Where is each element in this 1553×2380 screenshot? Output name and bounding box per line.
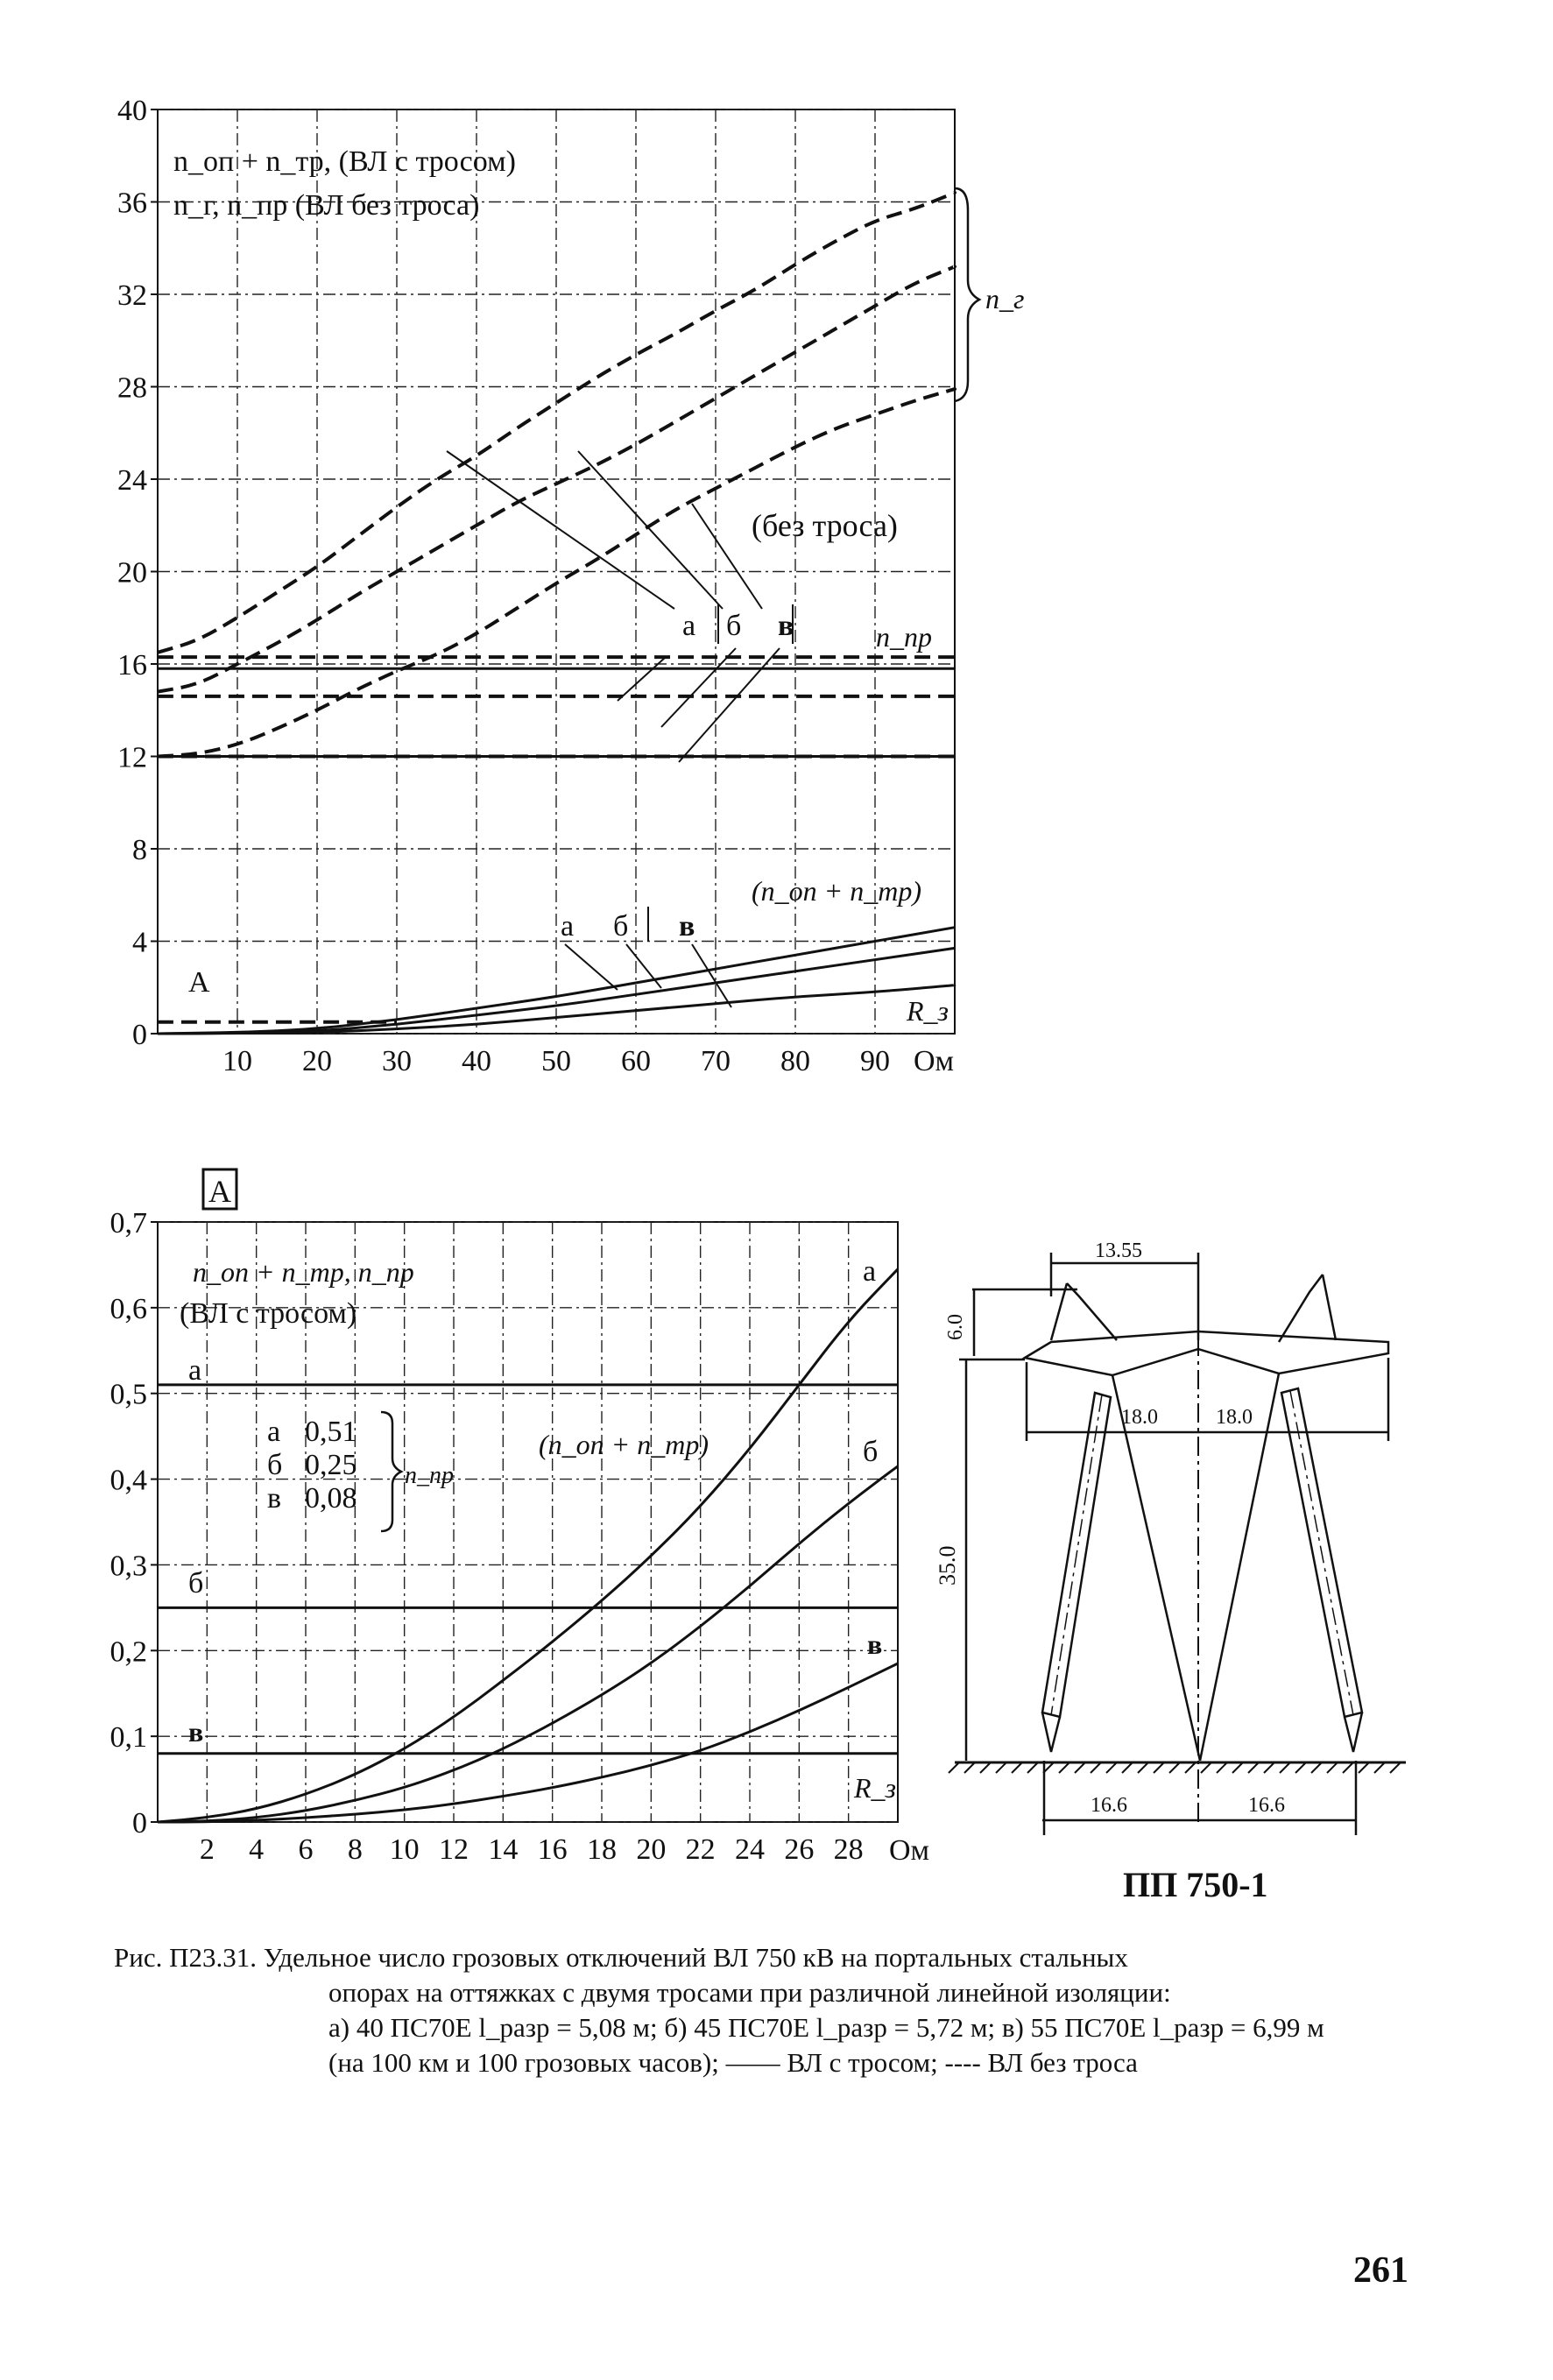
tower-leg-left-axis <box>1051 1395 1102 1715</box>
x-tick-label: 80 <box>780 1045 810 1077</box>
x-tick-label: 16 <box>537 1833 568 1866</box>
x-tick-label: 90 <box>860 1045 890 1077</box>
x-tick-label: 20 <box>302 1045 332 1077</box>
top-label-a-upper: а <box>682 610 696 642</box>
top-leader-npr-b <box>661 648 736 727</box>
ground-hatch-stroke <box>1154 1762 1164 1773</box>
ground-hatch-stroke <box>980 1762 991 1773</box>
tower-leg-right-base <box>1345 1713 1362 1752</box>
x-tick-label: 60 <box>621 1045 651 1077</box>
ground-hatch-stroke <box>1264 1762 1274 1773</box>
x-tick-label: 50 <box>541 1045 571 1077</box>
ground-hatch-stroke <box>1280 1762 1290 1773</box>
bottom-chart-y-ticks <box>110 1207 148 1840</box>
npr-row-a-value: 0,51 <box>305 1416 357 1448</box>
x-tick-label: 10 <box>389 1833 420 1866</box>
ground-hatch-stroke <box>949 1762 959 1773</box>
top-x-unit: Ом <box>914 1045 955 1077</box>
npr-brace <box>381 1412 401 1531</box>
top-chart-x-ticks <box>222 1045 890 1077</box>
ground-hatch-stroke <box>1185 1762 1196 1773</box>
x-tick-label: 70 <box>701 1045 731 1077</box>
bottom-panel-marker: A <box>208 1174 231 1209</box>
npr-brace-label: n_пр <box>405 1462 454 1489</box>
y-tick-label: 32 <box>117 279 147 312</box>
ground-hatch-stroke <box>1390 1762 1401 1773</box>
tower-peak-left <box>1051 1283 1117 1340</box>
x-tick-label: 18 <box>587 1833 617 1866</box>
bottom-label-a-left: а <box>188 1354 202 1387</box>
bottom-label-b-left: б <box>188 1567 204 1600</box>
tower-peak-right <box>1279 1275 1336 1342</box>
bottom-x-unit: Ом <box>889 1834 930 1867</box>
ground-hatch-stroke <box>1138 1762 1148 1773</box>
bottom-R-label: R_з <box>854 1772 897 1804</box>
tower-leg-left-base <box>1042 1713 1060 1752</box>
top-no-wire-label: (без троса) <box>752 508 898 543</box>
ground-hatch-stroke <box>1217 1762 1227 1773</box>
top-label-b-lower: б <box>613 910 629 943</box>
y-tick-label: 36 <box>117 187 147 220</box>
top-sum-label: (n_оп + n_тр) <box>752 875 922 907</box>
npr-row-b-value: 0,25 <box>305 1449 357 1481</box>
tower-ground-hatch <box>949 1762 1401 1773</box>
top-leader-b <box>578 451 723 609</box>
ground-hatch-stroke <box>1232 1762 1243 1773</box>
top-label-v-lower: в <box>679 910 695 943</box>
top-inset-marker: A <box>188 966 210 999</box>
top-leader-sum-v <box>692 944 731 1007</box>
y-tick-label: 12 <box>117 741 147 774</box>
caption-line-1: Рис. П23.31. Удельное число грозовых отключений ВЛ 750 кВ на портальных стальных <box>114 1942 1128 1973</box>
x-tick-label: 8 <box>347 1833 363 1866</box>
bottom-label-v-right: в <box>867 1628 883 1660</box>
bottom-sum-label: (n_оп + n_тр) <box>539 1429 709 1460</box>
top-label-a-lower: а <box>561 910 575 943</box>
bottom-legend-line-1: n_оп + n_тр, n_пр <box>193 1256 414 1288</box>
bottom-label-b-right: б <box>863 1436 879 1468</box>
npr-row-v-value: 0,08 <box>305 1482 357 1515</box>
x-tick-label: 28 <box>833 1833 864 1866</box>
bottom-legend-line-2: (ВЛ с тросом) <box>180 1297 357 1330</box>
top-chart <box>117 95 1024 1077</box>
x-tick-label: 24 <box>735 1833 765 1866</box>
x-tick-label: 12 <box>439 1833 469 1866</box>
x-tick-label: 10 <box>222 1045 252 1077</box>
x-tick-label: 40 <box>462 1045 491 1077</box>
page-number: 261 <box>1353 2250 1408 2291</box>
tower-dimension-labels <box>935 1239 1285 1904</box>
y-tick-label: 0,6 <box>109 1292 147 1325</box>
caption-line-4: (на 100 км и 100 грозовых часов); —— ВЛ с тросом; ---- ВЛ без троса <box>328 2047 1138 2078</box>
ground-hatch-stroke <box>1106 1762 1117 1773</box>
x-tick-label: 26 <box>784 1833 815 1866</box>
tower-name: ПП 750-1 <box>1123 1865 1268 1904</box>
bottom-chart-x-ticks <box>200 1833 864 1866</box>
tower-dim-16-6-right: 16.6 <box>1248 1794 1285 1817</box>
npr-row-v-label: в <box>267 1482 282 1515</box>
y-tick-label: 0 <box>132 1807 147 1840</box>
ground-hatch-stroke <box>1311 1762 1322 1773</box>
series-line-б <box>158 1466 898 1822</box>
bottom-chart-series <box>158 1269 898 1822</box>
series-line-в <box>158 1663 898 1822</box>
y-tick-label: 16 <box>117 649 147 682</box>
top-label-v-upper: в <box>778 610 794 642</box>
y-tick-label: 0 <box>132 1019 147 1051</box>
x-tick-label: 4 <box>249 1833 265 1866</box>
tower-dim-16-6-left: 16.6 <box>1091 1794 1127 1817</box>
tower-dim-6-0: 6.0 <box>944 1314 967 1340</box>
tower-crossarm <box>1025 1331 1388 1375</box>
tower-dim-35-0: 35.0 <box>935 1545 960 1585</box>
y-tick-label: 0,4 <box>109 1464 147 1497</box>
tower-dim-13-55: 13.55 <box>1095 1239 1142 1262</box>
tower-dim-18-0-left: 18.0 <box>1121 1406 1158 1429</box>
figure-caption <box>114 1940 1410 2080</box>
bottom-chart <box>110 1169 930 1867</box>
ground-hatch-stroke <box>1327 1762 1338 1773</box>
bottom-label-a-right: а <box>863 1255 877 1288</box>
ground-hatch-stroke <box>1343 1762 1353 1773</box>
ground-hatch-stroke <box>1012 1762 1022 1773</box>
y-tick-label: 28 <box>117 371 147 405</box>
series-line-а <box>158 1269 898 1822</box>
npr-row-b-label: б <box>267 1449 283 1481</box>
top-leader-a <box>447 451 674 609</box>
ground-hatch-stroke <box>1075 1762 1085 1773</box>
x-tick-label: 22 <box>685 1833 716 1866</box>
caption-line-2: опорах на оттяжках с двумя тросами при различной линейной изоляции: <box>328 1977 1171 2008</box>
y-tick-label: 0,5 <box>109 1378 147 1411</box>
top-ng-brace <box>955 188 979 401</box>
x-tick-label: 2 <box>199 1833 215 1866</box>
y-tick-label: 0,2 <box>109 1635 147 1669</box>
top-chart-y-ticks <box>117 95 147 1051</box>
top-ng-label: n_г <box>985 283 1025 314</box>
y-tick-label: 4 <box>132 926 147 959</box>
top-npr-label: n_пр <box>876 621 932 653</box>
x-tick-label: 20 <box>636 1833 667 1866</box>
y-tick-label: 24 <box>117 464 147 497</box>
ground-hatch-stroke <box>1248 1762 1259 1773</box>
top-R-label: R_з <box>907 995 949 1027</box>
npr-row-a-label: а <box>267 1416 281 1448</box>
ground-hatch-stroke <box>1359 1762 1369 1773</box>
top-legend-line-1: n_оп + n_тр, (ВЛ с тросом) <box>173 145 516 178</box>
ground-hatch-stroke <box>1295 1762 1306 1773</box>
ground-hatch-stroke <box>1059 1762 1069 1773</box>
y-tick-label: 0,7 <box>109 1207 147 1239</box>
bottom-label-v-left: в <box>188 1716 204 1748</box>
top-leader-sum-a <box>565 944 618 990</box>
y-tick-label: 8 <box>132 834 147 866</box>
ground-hatch-stroke <box>996 1762 1006 1773</box>
tower-drawing <box>949 1253 1406 1835</box>
ground-hatch-stroke <box>1201 1762 1211 1773</box>
npr-table <box>267 1412 454 1531</box>
ground-hatch-stroke <box>964 1762 975 1773</box>
x-tick-label: 14 <box>488 1833 519 1866</box>
ground-hatch-stroke <box>1169 1762 1180 1773</box>
top-label-b-upper: б <box>726 610 742 642</box>
tower-dim-18-0-right: 18.0 <box>1216 1406 1253 1429</box>
y-tick-label: 40 <box>117 95 147 127</box>
top-leader-npr-v <box>679 648 780 762</box>
caption-line-3: а) 40 ПС70Е l_разр = 5,08 м; б) 45 ПС70Е l_разр = 5,72 м; в) 55 ПС70Е l_разр = 6,99 м <box>328 2012 1324 2043</box>
ground-hatch-stroke <box>1374 1762 1385 1773</box>
x-tick-label: 6 <box>298 1833 314 1866</box>
y-tick-label: 0,1 <box>109 1721 147 1755</box>
x-tick-label: 30 <box>382 1045 412 1077</box>
ground-hatch-stroke <box>1091 1762 1101 1773</box>
ground-hatch-stroke <box>1027 1762 1038 1773</box>
ground-hatch-stroke <box>1122 1762 1133 1773</box>
tower-leg-right-axis <box>1290 1391 1353 1715</box>
y-tick-label: 20 <box>117 556 147 590</box>
top-legend-line-2: n_г, n_пр (ВЛ без троса) <box>173 189 480 222</box>
y-tick-label: 0,3 <box>109 1550 147 1583</box>
